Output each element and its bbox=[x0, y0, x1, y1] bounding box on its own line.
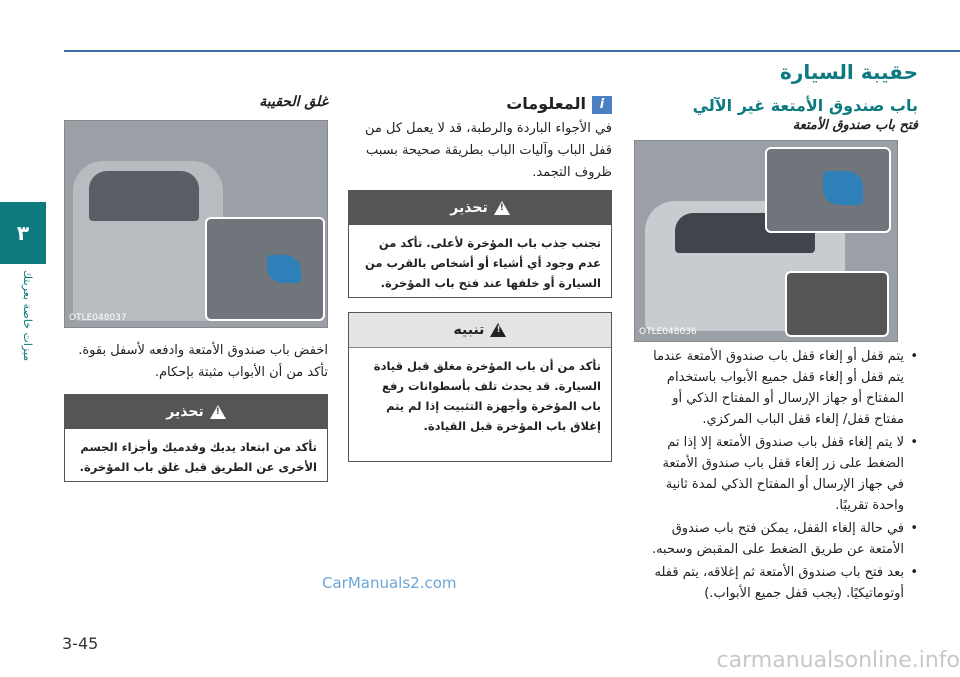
info-icon: i bbox=[592, 96, 612, 114]
list-item: • بعد فتح باب صندوق الأمتعة ثم إغلاقه، يتم قفله أوتوماتيكيًا. (يجب قفل جميع الأبواب.) bbox=[642, 562, 918, 604]
section-subtitle: باب صندوق الأمتعة غير الآلي bbox=[692, 96, 918, 115]
warning-header: تحذير ! bbox=[65, 395, 327, 429]
section-subheading: فتح باب صندوق الأمتعة bbox=[792, 118, 918, 133]
caution-body: تأكد من أن باب المؤخرة مغلق قبل قيادة السيارة. قد يحدث تلف بأسطوانات رفع باب المؤخرة وأجهزة التثبيت إذا لم يتم إغلاق باب المؤخرة قبل القيادة. bbox=[373, 359, 601, 433]
list-item: • في حالة إلغاء القفل، يمكن فتح باب صندوق الأمتعة عن طريق الضغط على المقبض وسحبه. bbox=[642, 518, 918, 560]
warning-body: تأكد من ابتعاد يديك وقدميك وأجزاء الجسم الأخرى عن الطريق قبل غلق باب المؤخرة. bbox=[79, 440, 317, 474]
list-item: • لا يتم إلغاء قفل باب صندوق الأمتعة إلا إذا تم الضغط على زر إلغاء قفل باب صندوق الأمتعة في جهاز الإرسال أو المفتاح الذكي لمدة ثانية واحدة تقريبًا. bbox=[642, 432, 918, 516]
warning-header: تحذير ! bbox=[349, 191, 611, 225]
close-trunk-paragraph: اخفض باب صندوق الأمتعة وادفعه لأسفل بقوة. تأكد من أن الأبواب مثبتة بإحكام. bbox=[78, 343, 328, 380]
inset-open-trunk bbox=[785, 271, 889, 337]
inset-handle-detail bbox=[765, 147, 891, 233]
hand-icon bbox=[267, 255, 301, 283]
warning-box-left bbox=[64, 394, 328, 482]
section-title: حقيبة السيارة bbox=[780, 60, 918, 84]
site-watermark: CarManuals2.com bbox=[322, 574, 457, 592]
info-paragraph: في الأجواء الباردة والرطبة، قد لا يعمل كل من قفل الباب وآليات الباب بطريقة صحيحة بسبب ظروف التجمد. bbox=[365, 121, 612, 180]
photo-close-tailgate bbox=[64, 120, 328, 328]
warning-icon bbox=[494, 201, 510, 215]
photo-open-tailgate bbox=[634, 140, 898, 342]
hand-icon bbox=[823, 171, 863, 205]
warning-box-mid bbox=[348, 190, 612, 298]
top-divider bbox=[64, 50, 960, 52]
info-title: iالمعلومات bbox=[348, 94, 612, 114]
chapter-tab: ٣ bbox=[0, 202, 46, 264]
list-item: • يتم قفل أو إلغاء قفل باب صندوق الأمتعة عندما يتم قفل أو إلغاء قفل جميع الأبواب باستخدام المفتاح أو جهاز الإرسال أو المفتاح الذكي أو مفتاح قفل/ إلغاء قفل الباب المركزي. bbox=[642, 346, 918, 430]
caution-icon bbox=[490, 323, 506, 337]
close-trunk-title: غلق الحقيبة bbox=[259, 94, 328, 110]
caution-header: تنبيه ! bbox=[349, 313, 611, 348]
caution-box bbox=[348, 312, 612, 462]
page-number: 3-45 bbox=[62, 634, 99, 653]
chapter-label: ميزات خاصة بعربتك bbox=[21, 270, 34, 362]
footer-watermark: carmanualsonline.info bbox=[716, 648, 960, 673]
inset-latch-detail bbox=[205, 217, 325, 321]
photo-label: OTLE048037 bbox=[69, 313, 127, 323]
bullet-list bbox=[642, 346, 918, 606]
warning-icon bbox=[210, 405, 226, 419]
warning-body: تجنب جذب باب المؤخرة لأعلى. تأكد من عدم وجود أي أشياء أو أشخاص بالقرب من السيارة أو خلفها عند فتح باب المؤخرة. bbox=[365, 236, 601, 290]
photo-label: OTLE048036 bbox=[639, 327, 697, 337]
